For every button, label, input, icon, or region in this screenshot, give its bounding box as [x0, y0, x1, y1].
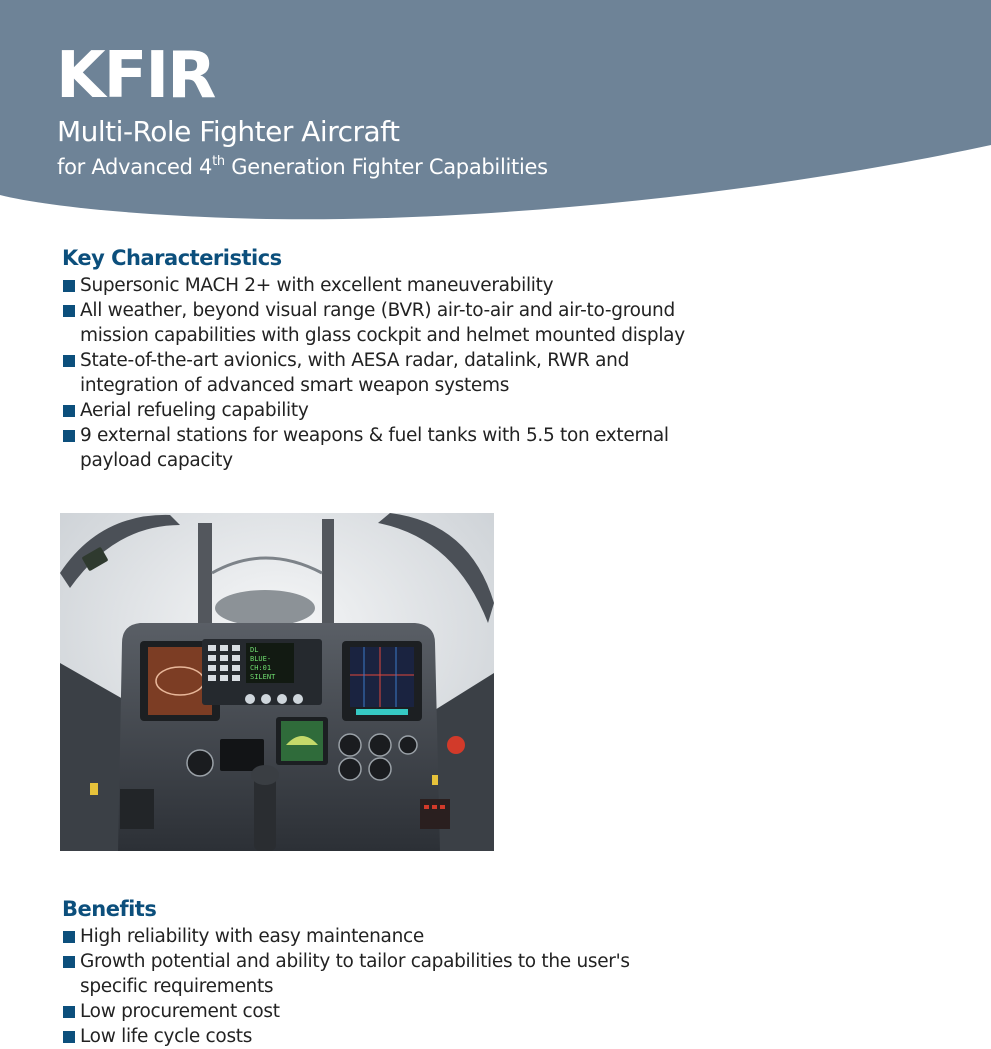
list-item — [62, 398, 702, 423]
square-bullet-icon — [63, 430, 75, 442]
list-item — [62, 924, 702, 949]
square-bullet-icon — [63, 280, 75, 292]
list-item-text: Supersonic MACH 2+ with excellent maneuverability — [80, 275, 554, 296]
mfd-line: BLUE- — [250, 655, 272, 663]
tagline-superscript: th — [212, 154, 225, 169]
list-item-text: 9 external stations for weapons & fuel tanks with 5.5 ton external payload capacity — [80, 425, 669, 471]
square-bullet-icon — [63, 1006, 75, 1018]
mfd-line: CH:01 — [250, 664, 272, 672]
cockpit-illustration — [60, 513, 494, 851]
list-item — [62, 298, 702, 348]
mfd-line: DL — [250, 646, 259, 654]
list-item-text: High reliability with easy maintenance — [80, 926, 424, 947]
square-bullet-icon — [63, 305, 75, 317]
page-title: KFIR — [56, 39, 215, 113]
benefits-section — [62, 896, 702, 1049]
tagline-text-before: for Advanced 4 — [57, 155, 213, 179]
key-characteristics-list — [62, 273, 702, 473]
list-item-text: Low procurement cost — [80, 1001, 280, 1022]
square-bullet-icon — [63, 1031, 75, 1043]
list-item — [62, 1024, 702, 1049]
list-item — [62, 949, 702, 999]
tagline-text-after: Generation Fighter Capabilities — [224, 155, 548, 179]
square-bullet-icon — [63, 355, 75, 367]
list-item — [62, 423, 702, 473]
square-bullet-icon — [63, 956, 75, 968]
list-item-text: Aerial refueling capability — [80, 400, 309, 421]
square-bullet-icon — [63, 931, 75, 943]
mfd-line: SILENT — [250, 673, 276, 681]
page-tagline — [57, 153, 548, 181]
list-item — [62, 348, 702, 398]
key-characteristics-heading: Key Characteristics — [62, 246, 282, 270]
key-characteristics-section — [62, 245, 702, 473]
list-item-text: State-of-the-art avionics, with AESA radar, datalink, RWR and integration of advanced smart weapon systems — [80, 350, 630, 396]
list-item — [62, 999, 702, 1024]
list-item-text: All weather, beyond visual range (BVR) air-to-air and air-to-ground mission capabilities with glass cockpit and helmet mounted display — [80, 300, 685, 346]
square-bullet-icon — [63, 405, 75, 417]
list-item — [62, 273, 702, 298]
cockpit-photo — [60, 513, 494, 851]
benefits-list — [62, 924, 702, 1049]
list-item-text: Low life cycle costs — [80, 1026, 253, 1047]
page-subtitle: Multi-Role Fighter Aircraft — [57, 115, 400, 148]
list-item-text: Growth potential and ability to tailor capabilities to the user's specific requirements — [80, 951, 630, 997]
benefits-heading: Benefits — [62, 897, 157, 921]
header-banner — [0, 0, 991, 225]
